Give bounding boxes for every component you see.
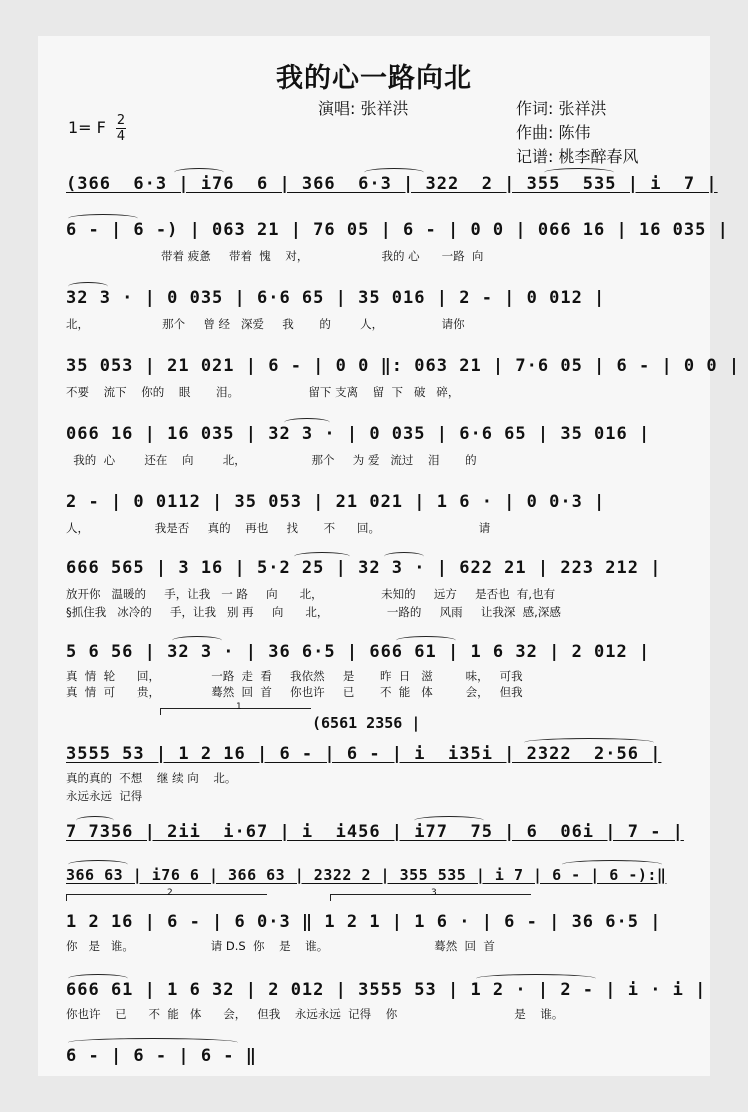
tie-mark [68, 1038, 238, 1047]
notes-line: 066 16 | 16 035 | 32 3 · | 0 035 | 6·6 65 | 35 016 | [66, 424, 651, 444]
tie-mark [384, 552, 424, 561]
tie-mark [174, 168, 224, 177]
time-signature [116, 114, 126, 143]
notes-line: 35 053 | 21 021 | 6 - | 0 0 ‖: 063 21 | 7·6 05 | 6 - | 0 0 | [66, 356, 741, 376]
lyric-line: 永远永远 记得 [66, 789, 143, 803]
lyric-line: 我的 心 还在 向 北， 那个 为 爱 流过 泪 的 [66, 453, 477, 467]
tie-mark [68, 282, 108, 291]
tie-mark [524, 738, 654, 747]
lyric-line: 带着 疲惫 带着 愧 对， 我的 心 一路 向 [66, 249, 484, 263]
lyric-line: 不要 流下 你的 眼 泪。 留下 支离 留 下 破 碎， [66, 385, 460, 399]
interlude-notes: (6561 2356 | [312, 714, 421, 732]
notes-line: (366 6·3 | i76 6 | 366 6·3 | 322 2 | 355 535 | i 7 | [66, 174, 718, 194]
lyric-line: 真的真的 不想 继 续 向 北。 [66, 771, 237, 785]
song-title: 我的心一路向北 [276, 63, 472, 94]
volta-bracket [66, 888, 267, 901]
notes-line: 3555 53 | 1 2 16 | 6 - | 6 - | i i35i | 2322 2·56 | [66, 744, 662, 764]
lyric-line: 真 情 可 贵， 蓦然 回 首 你也许 已 不 能 体 会， 但我 [66, 685, 523, 699]
composer-credit: 作曲: 陈伟 [516, 123, 591, 142]
volta-number: 3 [431, 888, 437, 898]
tie-mark [76, 816, 114, 825]
lyric-line: 真 情 轮 回， 一路 走 看 我依然 是 昨 日 滋 味， 可我 [66, 669, 523, 683]
notes-line: 366 63 | i76 6 | 366 63 | 2322 2 | 355 535 | i 7 | 6 - | 6 -):‖ [66, 866, 667, 884]
tie-mark [414, 816, 484, 825]
tie-mark [68, 860, 128, 869]
tie-mark [396, 636, 456, 645]
tie-mark [68, 214, 138, 223]
notes-line: 1 2 16 | 6 - | 6 0·3 ‖ 1 2 1 | 1 6 · | 6 - | 36 6·5 | [66, 912, 662, 932]
lyric-line: 人， 我是否 真的 再也 找 不 回。 请 [66, 521, 491, 535]
time-signature-bottom: 4 [116, 129, 126, 144]
time-signature-top: 2 [116, 113, 126, 128]
tie-mark [284, 418, 330, 427]
lyric-line: §抓住我 冰冷的 手，让我 别 再 向 北， 一路的 风雨 让我深 感,深感 [66, 605, 561, 619]
notes-line: 5 6 56 | 32 3 · | 36 6·5 | 666 61 | 1 6 32 | 2 012 | [66, 642, 651, 662]
singer-credit: 演唱: 张祥洪 [318, 99, 409, 118]
tie-mark [562, 860, 662, 869]
lyric-line: 你 是 谁。 请 D.S 你 是 谁。 蓦然 回 首 [66, 939, 495, 953]
volta-number: 2 [167, 888, 173, 898]
lyricist-credit: 作词: 张祥洪 [516, 99, 607, 118]
tie-mark [68, 974, 128, 983]
notes-line: 7 7356 | 2ii i·67 | i i456 | i77 75 | 6 06i | 7 - | [66, 822, 684, 842]
lyric-line: 你也许 已 不 能 体 会， 但我 永远永远 记得 你 是 谁。 [66, 1007, 564, 1021]
lyric-line: 北， 那个 曾 经 深爱 我 的 人， 请你 [66, 317, 465, 331]
tie-mark [172, 636, 222, 645]
tie-mark [544, 168, 614, 177]
notes-line: 666 565 | 3 16 | 5·2 25 | 32 3 · | 622 21 | 223 212 | [66, 558, 662, 578]
key-signature: 1= F [68, 118, 106, 137]
tie-mark [364, 168, 424, 177]
tie-mark [294, 552, 350, 561]
notes-line: 6 - | 6 -) | 063 21 | 76 05 | 6 - | 0 0 | 066 16 | 16 035 | [66, 220, 729, 240]
notes-line: 666 61 | 1 6 32 | 2 012 | 3555 53 | 1 2 · | 2 - | i · i | [66, 980, 707, 1000]
transcriber-credit: 记谱: 桃李醉春风 [516, 147, 639, 166]
notes-line: 32 3 · | 0 035 | 6·6 65 | 35 016 | 2 - | 0 012 | [66, 288, 606, 308]
tie-mark [476, 974, 596, 983]
volta-number: 1 [236, 702, 242, 712]
volta-bracket [330, 888, 531, 901]
notes-line: 6 - | 6 - | 6 - ‖ [66, 1046, 257, 1066]
notes-line: 2 - | 0 0112 | 35 053 | 21 021 | 1 6 · | 0 0·3 | [66, 492, 606, 512]
lyric-line: 放开你 温暖的 手，让我 一 路 向 北， 未知的 远方 是否也 有,也有 [66, 587, 556, 601]
volta-bracket [160, 702, 311, 715]
